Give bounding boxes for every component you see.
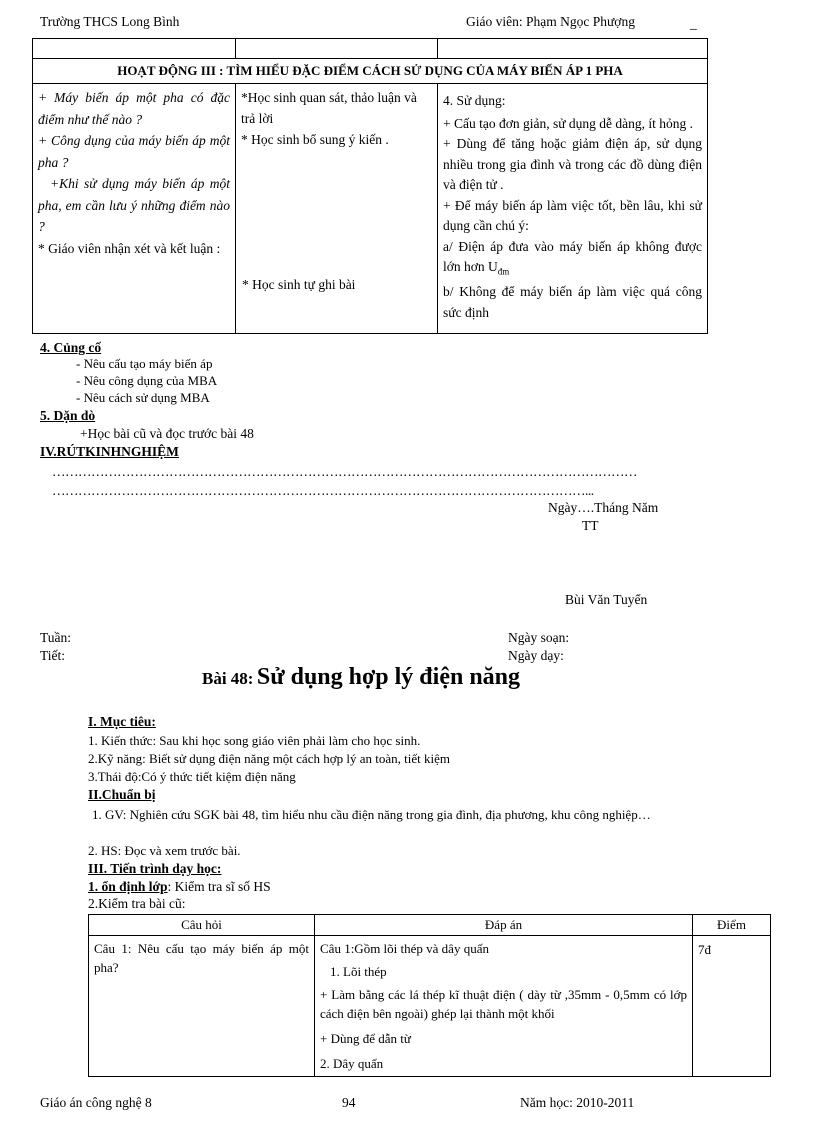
tuan-label: Tuần: — [40, 630, 72, 645]
empty-cell — [438, 39, 708, 59]
teacher-question-2: + Công dụng của máy biến áp một pha ? — [38, 133, 230, 170]
rutkinhnghiem-title-text: IV.RÚTKINHNGHIỆM — [40, 444, 179, 459]
muctieu-item-3: 3.Thái độ:Có ý thức tiết kiệm điện năng — [88, 769, 296, 784]
content-point-4-sub: đm — [497, 266, 510, 277]
lesson-prefix: Bài 48: — [202, 669, 254, 688]
cungco-title: 4. Củng cố — [40, 340, 102, 355]
signature-name: Bùi Văn Tuyển — [565, 592, 648, 607]
tiet-label: Tiết: — [40, 648, 66, 663]
student-column — [236, 84, 438, 334]
lesson-title — [202, 664, 520, 691]
activity-table — [32, 38, 708, 334]
cungco-item-2: - Nêu công dụng của MBA — [76, 373, 218, 388]
cungco-item-3: - Nêu cách sử dụng MBA — [76, 390, 210, 405]
dotted-line-2: ……………………………………………………………………………………………………………... — [52, 483, 594, 498]
answer-line-5: 2. Dây quấn — [320, 1056, 384, 1071]
ngay-day-label: Ngày dạy: — [508, 648, 564, 663]
header-score: Điểm — [693, 915, 771, 936]
ondinh-line — [88, 879, 271, 895]
footer-school-year: Năm học: 2010-2011 — [520, 1095, 635, 1110]
chuanbi-gv: 1. GV: Nghiên cứu SGK bài 48, tìm hiểu nhu cầu điện năng trong gia đình, địa phương, khu công nghiệp… — [92, 807, 651, 822]
content-heading: 4. Sử dụng: — [443, 93, 506, 108]
tientrinh-title: III. Tiến trình dạy học: — [88, 861, 222, 876]
answer-cell — [315, 936, 693, 1077]
signature-role: TT — [582, 518, 599, 533]
content-point-1: + Cấu tạo đơn giản, sử dụng dễ dàng, ít hỏng . — [443, 115, 694, 131]
content-point-5: b/ Không để máy biến áp làm việc quá công sức định — [443, 284, 702, 320]
student-activity-2: * Học sinh bổ sung ý kiến . — [241, 132, 389, 147]
teacher-question-3: +Khi sử dụng máy biến áp một pha, em cần lưu ý những điểm nào ? — [38, 176, 230, 234]
content-point-4 — [443, 237, 702, 283]
quiz-table — [88, 914, 771, 1077]
activity-title: HOẠT ĐỘNG III : TÌM HIỂU ĐẶC ĐIỂM CÁCH SỬ DỤNG CỦA MÁY BIẾN ÁP 1 PHA — [33, 59, 708, 84]
answer-line-1: Câu 1:Gồm lõi thép và dây quấn — [320, 941, 489, 956]
chuanbi-hs: 2. HS: Đọc và xem trước bài. — [88, 843, 241, 858]
student-activity-3: * Học sinh tự ghi bài — [242, 277, 356, 292]
kiemtra-label: 2.Kiểm tra bài cũ: — [88, 896, 186, 911]
empty-cell — [236, 39, 438, 59]
cungco-item-1: - Nêu cấu tạo máy biến áp — [76, 356, 213, 371]
muctieu-title: I. Mục tiêu: — [88, 714, 156, 729]
content-point-3: + Để máy biến áp làm việc tốt, bền lâu, khi sử dụng cần chú ý: — [443, 197, 702, 233]
header-question: Câu hỏi — [89, 915, 315, 936]
header-answer: Đáp án — [315, 915, 693, 936]
score-cell: 7đ — [693, 936, 771, 1077]
ondinh-text: : Kiểm tra sĩ số HS — [167, 879, 271, 894]
lesson-name: Sử dụng hợp lý điện năng — [256, 664, 521, 690]
content-point-4-text: a/ Điện áp đưa vào máy biến áp không được lớn hơn U — [443, 238, 702, 274]
teacher-conclusion: * Giáo viên nhận xét và kết luận : — [38, 240, 221, 256]
dotted-line-1: ……………………………………………………………………………………………………………………… — [52, 464, 637, 479]
teacher-question-1: + Máy biến áp một pha có đặc điểm như thế nào ? — [38, 90, 230, 127]
ngay-soan-label: Ngày soạn: — [508, 630, 570, 645]
dando-title: 5. Dặn dò — [40, 408, 96, 423]
teacher-name: Giáo viên: Phạm Ngọc Phượng — [466, 14, 635, 29]
content-column — [438, 84, 708, 334]
chuanbi-title: II.Chuẩn bị — [88, 787, 156, 802]
empty-cell — [33, 39, 236, 59]
question-cell: Câu 1: Nêu cấu tạo máy biến áp một pha? — [89, 936, 315, 1077]
rutkinhnghiem-title — [40, 444, 199, 460]
answer-line-4: + Dùng để dẫn từ — [320, 1031, 411, 1046]
footer-subject: Giáo án công nghệ 8 — [40, 1095, 152, 1110]
muctieu-item-1: 1. Kiến thức: Sau khi học song giáo viên phải làm cho học sinh. — [88, 733, 421, 748]
muctieu-item-2: 2.Kỹ năng: Biết sử dụng điện năng một cách hợp lý an toàn, tiết kiệm — [88, 751, 450, 766]
signature-date: Ngày….Tháng Năm — [548, 500, 659, 515]
answer-line-2: 1. Lõi thép — [330, 964, 387, 979]
header-mark: _ — [690, 16, 697, 31]
content-point-2: + Dùng để tăng hoặc giảm điện áp, sử dụng nhiều trong gia đình và trong các đồ dùng điện và điện tử . — [443, 136, 702, 192]
dando-text: +Học bài cũ và đọc trước bài 48 — [80, 426, 254, 441]
answer-line-3: + Làm bằng các lá thép kĩ thuật điện ( dày từ ,35mm - 0,5mm có lớp cách điện bên ngoài) ghép lại thành một khối — [320, 987, 687, 1021]
student-activity-1: *Học sinh quan sát, thảo luận và trả lời — [241, 90, 417, 126]
teacher-column — [33, 84, 236, 334]
ondinh-label: 1. ổn định lớp — [88, 879, 168, 894]
footer-page-number: 94 — [342, 1095, 356, 1110]
school-name: Trường THCS Long Bình — [40, 14, 180, 29]
